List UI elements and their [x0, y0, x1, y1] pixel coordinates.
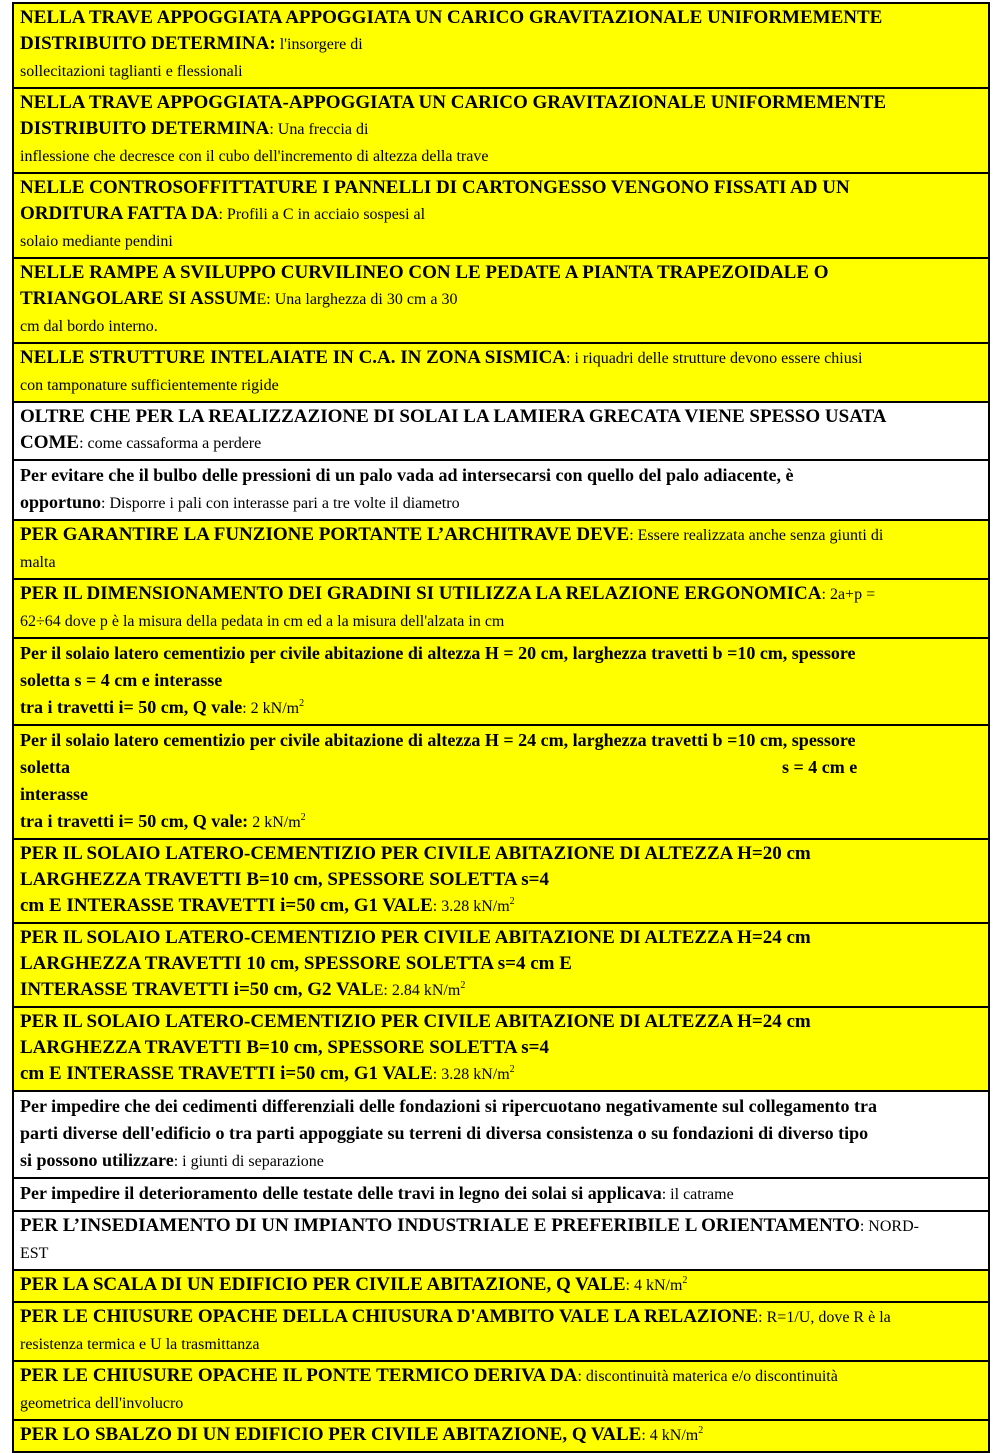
question-text: NELLA TRAVE APPOGGIATA APPOGGIATA UN CARICO GRAVITAZIONALE UNIFORMEMENTE — [20, 7, 883, 28]
answer-text: 2 kN/m — [248, 814, 301, 831]
qa-line — [20, 1009, 982, 1035]
qa-row — [14, 174, 988, 259]
qa-row — [14, 1421, 988, 1453]
unit-exponent: 2 — [509, 1064, 515, 1075]
answer-text: malta — [20, 554, 56, 571]
unit-exponent: 2 — [682, 1275, 688, 1286]
qa-line — [20, 143, 982, 170]
question-text: soletta s = 4 cm e interasse — [20, 670, 223, 690]
question-text: cm E INTERASSE TRAVETTI i=50 cm, G1 VALE — [20, 895, 433, 916]
qa-row — [14, 1271, 988, 1303]
question-text: tra i travetti i= 50 cm, Q vale — [20, 697, 243, 717]
answer-text: : 4 kN/m — [641, 1427, 699, 1444]
question-text: Per il solaio latero cementizio per civile abitazione di altezza H = 20 cm, larghezza travetti b =10 cm, spessore — [20, 643, 856, 663]
qa-line — [20, 667, 982, 694]
question-text: tra i travetti i= 50 cm, Q vale: — [20, 811, 249, 831]
question-text: PER LO SBALZO DI UN EDIFICIO PER CIVILE ABITAZIONE, Q VALE — [20, 1424, 642, 1445]
answer-text: solaio mediante pendini — [20, 233, 173, 250]
qa-line — [20, 951, 982, 977]
qa-line — [20, 260, 982, 286]
question-text: Per impedire il deterioramento delle testate delle travi in legno dei solai si applicava — [20, 1183, 662, 1203]
qa-row — [14, 521, 988, 580]
answer-text: : 3.28 kN/m — [432, 1066, 510, 1083]
answer-text: : Disporre i pali con interasse pari a tre volte il diametro — [101, 495, 460, 512]
qa-line — [20, 1147, 982, 1175]
qa-row — [14, 726, 988, 840]
answer-text: : come cassaforma a perdere — [79, 435, 262, 452]
qa-line — [20, 58, 982, 85]
qa-row — [14, 403, 988, 461]
question-text: s = 4 cm e — [781, 757, 858, 777]
qa-row — [14, 1179, 988, 1212]
answer-text: l'insorgere di — [275, 36, 363, 53]
qa-row — [14, 259, 988, 344]
question-text: parti diverse dell'edificio o tra parti appoggiate su terreni di diversa consistenza o su fondazioni di diverso tipo — [20, 1123, 869, 1143]
qa-table — [12, 2, 990, 1453]
qa-line — [20, 781, 982, 808]
qa-line — [20, 808, 982, 836]
qa-line — [20, 893, 982, 920]
qa-line — [20, 694, 982, 722]
qa-line — [20, 925, 982, 951]
qa-row — [14, 924, 988, 1008]
qa-row — [14, 1008, 988, 1092]
answer-text: : 4 kN/m — [625, 1277, 683, 1294]
qa-line — [20, 5, 982, 31]
qa-line — [20, 116, 982, 143]
question-text: DISTRIBUITO DETERMINA: — [20, 33, 276, 54]
qa-row — [14, 4, 988, 89]
qa-row — [14, 461, 988, 521]
question-text: TRIANGOLARE SI ASSUM — [20, 288, 257, 309]
qa-line — [20, 841, 982, 867]
answer-text: : Essere realizzata anche senza giunti di — [629, 527, 884, 544]
qa-row — [14, 840, 988, 924]
qa-line — [20, 1304, 982, 1331]
question-text: soletta — [20, 757, 70, 777]
qa-line — [20, 1390, 982, 1417]
answer-text: : Profili a C in acciaio sospesi al — [218, 206, 426, 223]
unit-exponent: 2 — [509, 896, 515, 907]
answer-text: : 2 kN/m — [242, 700, 300, 717]
answer-text: con tamponature sufficientemente rigide — [20, 377, 279, 394]
question-text: opportuno — [20, 492, 102, 512]
question-text: INTERASSE TRAVETTI i=50 cm, G2 VAL — [20, 979, 374, 1000]
answer-text: geometrica dell'involucro — [20, 1395, 184, 1412]
qa-line — [20, 462, 982, 489]
question-text: Per impedire che dei cedimenti differenziali delle fondazioni si ripercuotano negativamente sul collegamento tra — [20, 1096, 878, 1116]
qa-row — [14, 580, 988, 639]
question-text: OLTRE CHE PER LA REALIZZAZIONE DI SOLAI LA LAMIERA GRECATA VIENE SPESSO USATA — [20, 406, 887, 427]
qa-line — [20, 430, 982, 457]
qa-line — [20, 1331, 982, 1358]
unit-exponent: 2 — [300, 812, 306, 823]
question-text: COME — [20, 432, 80, 453]
qa-line — [20, 608, 982, 635]
question-text: LARGHEZZA TRAVETTI B=10 cm, SPESSORE SOLETTA s=4 — [20, 869, 550, 890]
qa-line — [20, 1093, 982, 1120]
question-text: LARGHEZZA TRAVETTI 10 cm, SPESSORE SOLETTA s=4 cm E — [20, 953, 572, 974]
qa-line — [20, 1213, 982, 1240]
question-text: NELLE RAMPE A SVILUPPO CURVILINEO CON LE PEDATE A PIANTA TRAPEZOIDALE O — [20, 262, 829, 283]
qa-line — [20, 1363, 982, 1390]
question-text: NELLE STRUTTURE INTELAIATE IN C.A. IN ZONA SISMICA — [20, 347, 567, 368]
answer-text: : NORD- — [859, 1218, 919, 1235]
qa-line — [20, 489, 982, 517]
qa-line — [20, 372, 982, 399]
question-text: si possono utilizzare — [20, 1150, 174, 1170]
qa-row — [14, 639, 988, 726]
qa-line — [20, 549, 982, 576]
answer-text: E: 2.84 kN/m — [373, 982, 461, 999]
answer-text: resistenza termica e U la trasmittanza — [20, 1336, 260, 1353]
qa-line — [20, 286, 982, 313]
question-text: PER LE CHIUSURE OPACHE DELLA CHIUSURA D'AMBITO VALE LA RELAZIONE — [20, 1306, 759, 1327]
answer-text: cm dal bordo interno. — [20, 318, 158, 335]
qa-row — [14, 1212, 988, 1271]
qa-line — [20, 1272, 982, 1299]
qa-row — [14, 1362, 988, 1421]
answer-text: 62÷64 dove p è la misura della pedata in cm ed a la misura dell'alzata in cm — [20, 613, 505, 630]
question-text: PER GARANTIRE LA FUNZIONE PORTANTE L’ARCHITRAVE DEVE — [20, 524, 630, 545]
answer-text: : R=1/U, dove R è la — [758, 1309, 891, 1326]
question-text: cm E INTERASSE TRAVETTI i=50 cm, G1 VALE — [20, 1063, 433, 1084]
qa-line — [20, 754, 982, 781]
question-text: Per evitare che il bulbo delle pressioni di un palo vada ad intersecarsi con quello del palo adiacente, è — [20, 465, 794, 485]
qa-line — [20, 1035, 982, 1061]
question-text: PER LA SCALA DI UN EDIFICIO PER CIVILE ABITAZIONE, Q VALE — [20, 1274, 626, 1295]
answer-text: sollecitazioni taglianti e flessionali — [20, 63, 243, 80]
answer-text: : discontinuità materica e/o discontinuità — [577, 1368, 838, 1385]
answer-text: E: Una larghezza di 30 cm a 30 — [256, 291, 458, 308]
answer-text: : 2a+p = — [821, 586, 876, 603]
question-text: PER LE CHIUSURE OPACHE IL PONTE TERMICO DERIVA DA — [20, 1365, 578, 1386]
question-text: interasse — [20, 784, 88, 804]
answer-text: inflessione che decresce con il cubo dell'incremento di altezza della trave — [20, 148, 489, 165]
question-text: PER IL DIMENSIONAMENTO DEI GRADINI SI UTILIZZA LA RELAZIONE ERGONOMICA — [20, 583, 822, 604]
qa-line — [20, 522, 982, 549]
answer-text: : i riquadri delle strutture devono essere chiusi — [566, 350, 863, 367]
question-text: LARGHEZZA TRAVETTI B=10 cm, SPESSORE SOLETTA s=4 — [20, 1037, 550, 1058]
qa-line — [20, 313, 982, 340]
answer-text: : Una freccia di — [269, 121, 369, 138]
question-text: PER IL SOLAIO LATERO-CEMENTIZIO PER CIVILE ABITAZIONE DI ALTEZZA H=24 cm — [20, 927, 811, 948]
qa-line — [20, 581, 982, 608]
qa-line — [20, 201, 982, 228]
qa-row — [14, 1303, 988, 1362]
question-text: DISTRIBUITO DETERMINA — [20, 118, 270, 139]
unit-exponent: 2 — [698, 1425, 704, 1436]
qa-line — [20, 175, 982, 201]
answer-text: : il catrame — [661, 1186, 734, 1203]
answer-text: EST — [20, 1245, 49, 1262]
unit-exponent: 2 — [299, 698, 305, 709]
qa-row — [14, 89, 988, 174]
qa-line — [20, 1120, 982, 1147]
qa-line — [20, 228, 982, 255]
answer-text: : 3.28 kN/m — [432, 898, 510, 915]
question-text: PER IL SOLAIO LATERO-CEMENTIZIO PER CIVILE ABITAZIONE DI ALTEZZA H=24 cm — [20, 1011, 811, 1032]
question-text: PER IL SOLAIO LATERO-CEMENTIZIO PER CIVILE ABITAZIONE DI ALTEZZA H=20 cm — [20, 843, 811, 864]
qa-line — [20, 1422, 982, 1449]
qa-line — [20, 345, 982, 372]
qa-line — [20, 867, 982, 893]
qa-line — [20, 977, 982, 1004]
qa-line — [20, 404, 982, 430]
question-text: ORDITURA FATTA DA — [20, 203, 219, 224]
qa-line — [20, 1240, 982, 1267]
qa-line — [20, 1061, 982, 1088]
question-text: NELLA TRAVE APPOGGIATA-APPOGGIATA UN CARICO GRAVITAZIONALE UNIFORMEMENTE — [20, 92, 887, 113]
qa-line — [20, 640, 982, 667]
qa-line — [20, 1180, 982, 1208]
question-text: NELLE CONTROSOFFITTATURE I PANNELLI DI CARTONGESSO VENGONO FISSATI AD UN — [20, 177, 850, 198]
qa-line — [20, 727, 982, 754]
qa-line — [20, 90, 982, 116]
unit-exponent: 2 — [460, 980, 466, 991]
qa-row — [14, 1092, 988, 1179]
answer-text: : i giunti di separazione — [173, 1153, 324, 1170]
question-text: Per il solaio latero cementizio per civile abitazione di altezza H = 24 cm, larghezza travetti b =10 cm, spessore — [20, 730, 856, 750]
question-text: PER L’INSEDIAMENTO DI UN IMPIANTO INDUSTRIALE E PREFERIBILE L ORIENTAMENTO — [20, 1215, 860, 1236]
qa-line — [20, 31, 982, 58]
qa-row — [14, 344, 988, 403]
